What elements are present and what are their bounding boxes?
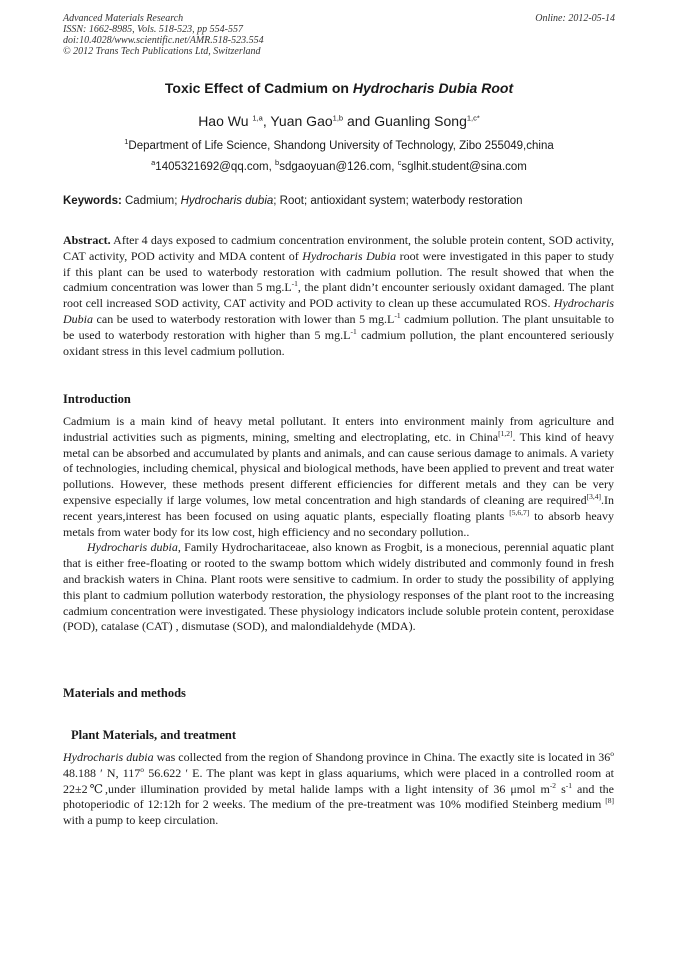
section-heading-introduction: Introduction [63,392,131,406]
intro-paragraph-1: Cadmium is a main kind of heavy metal pollutant. It enters into environment mainly from agriculture and industrial activities such as pigments, mining, smelting and electroplating, etc. in China[1,2]. This kind of heavy metal can be absorbed and accumulated by plants and animals, and can cause serious damage to animals. A variety of technologies, including chemical, physical and biological methods, have been applied to prevent and treat water pollutions. However, these methods present different efficiencies for different metals and they can be very expensive especially if large volumes, low metal concentration and high standards of cleaning are required[3,4].In recent years,interest has been focused on using aquatic plants, especially floating plants [5,6,7] to absorb heavy metals from water body for its low cost, high efficiency and no secondary pollution.. [63,414,614,539]
journal-name: Advanced Materials Research [63,13,184,24]
section-heading-methods: Materials and methods [63,686,186,700]
author-list: Hao Wu $^{1,a}$, Yuan Gao$^{1,b}$ and Guanling Song$^{1,c*}$ [198,113,480,129]
affiliation: $^1$Department of Life Science, Shandong University of Technology, Zibo 255049,china [124,137,554,152]
methods-paragraph-1: Hydrocharis dubia was collected from the region of Shandong province in China. The exactly site is located in 36$^o$ 48.188 ′ N, 117$^o$ 56.622 ′ E. The plant was kept in glass aquariums, which were placed in a controlled room at 22±2℃,under illumination provided by metal halide lamps with a light intensity of 36 μmol $m^{-2}$ $s^{-1}$ and the photoperiodic of 12:12h for 2 weeks. The medium of the pre-treatment was 10% modified Steinberg medium [8] with a pump to keep circulation. [63,749,614,828]
copyright-line: © 2012 Trans Tech Publications Ltd, Switzerland [63,46,261,57]
author-emails: $^a$1405321692@qq.com, $^b$sdgaoyuan@126.com, $^c$sglhit.student@sina.com [151,158,527,173]
intro-paragraph-2: Hydrocharis dubia, Family Hydrocharitaceae, also known as Frogbit, is a monecious, perennial aquatic plant that is either free-floating or rooted to the swamp bottom which widely distributed and commonly found in fresh and brackish waters in China. Plant roots were sensitive to cadmium. In order to study the possibility of applying this plant to cadmium pollution waterbody restoration, the physiology responses of the plant root to the increasing cadmium concentration were investigated. These physiology indicators include soluble protein content, peroxidase (POD), catalase (CAT) , dismutase (SOD), and malondialdehyde (MDA). [63,540,614,634]
keywords: Keywords: Cadmium; Hydrocharis dubia; Root; antioxidant system; waterbody restoration [63,195,523,207]
issn-line: ISSN: 1662-8985, Vols. 518-523, pp 554-557 [63,24,243,35]
methods-body [63,750,614,829]
doi-line: doi:10.4028/www.scientific.net/AMR.518-523.554 [63,35,264,46]
paper-title: Toxic Effect of Cadmium on Hydrocharis Dubia Root [164,80,514,96]
online-date: Online: 2012-05-14 [535,13,615,24]
introduction-body [63,414,614,635]
abstract: Abstract. After 4 days exposed to cadmium concentration environment, the soluble protein content, SOD activity, CAT activity, POD activity and MDA content of Hydrocharis Dubia root were investigated in this paper to study if this plant can be used to waterbody restoration with cadmium pollution. The result showed that when the cadmium concentration was lower than 5 $mg.L^{-1}$, the plant didn’t encounter seriously oxidant damaged. The plant root cell increased SOD activity, CAT activity and POD activity to clean up these accumulated ROS. Hydrocharis Dubia can be used to waterbody restoration with lower than 5 $mg.L^{-1}$ cadmium pollution. The plant unsuitable to be used to waterbody restoration with higher than 5 $mg.L^{-1}$ cadmium pollution, the plant encountered seriously oxidant stress in this level cadmium pollution. [63,233,615,358]
subsection-heading-plant-materials: Plant Materials, and treatment [71,728,237,742]
running-header [63,13,615,57]
